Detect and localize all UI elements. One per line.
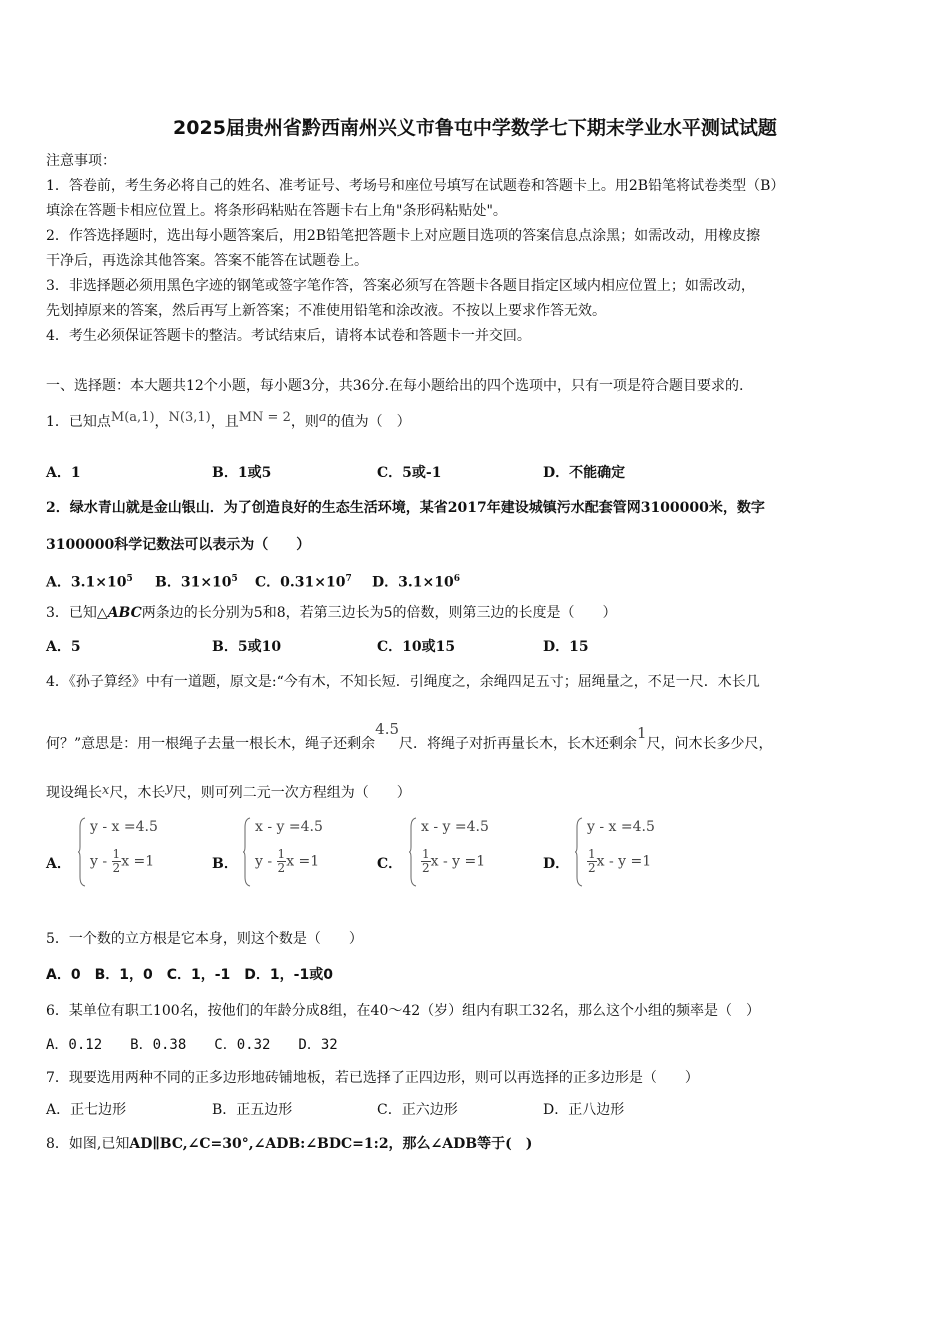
q4-option-a-system [78,817,188,887]
numerator: 1 [277,847,286,861]
q4-var-y: y [165,781,173,796]
q2-option-b-exp: 5 [231,574,238,584]
equation: y - x =4.5 [90,819,158,835]
brace-icon [78,817,86,887]
q4-text: 现设绳长 [46,785,102,801]
q4-option-a-label: A． [46,856,71,872]
q7-option-a: A．正七边形 [46,1102,127,1118]
q3-text: 两条边的长分别为5和8，若第三边长为5的倍数，则第三边的长度是（ ） [141,605,617,621]
q8-text: 8．如图,已知 [46,1136,130,1152]
q1-option-a: A．1 [46,465,81,481]
denominator: 2 [112,861,121,875]
q1-text: ， [154,414,169,430]
q7-option-b: B．正五边形 [212,1102,293,1118]
q4-option-b-label: B． [212,856,238,872]
numerator: 1 [588,847,596,861]
q2-option-c-base: C．0.31×10 [255,574,346,591]
q3-option-d: D．15 [543,639,589,655]
q4-option-d-system [575,817,685,887]
notice-line: 先划掉原来的答案，然后再写上新答案；不准使用铅笔和涂改液。不按以上要求作答无效。 [46,303,606,319]
equation [255,848,319,875]
q1-option-b: B．1或5 [212,465,272,481]
notice-heading: 注意事项： [46,153,116,169]
q2-option-d [372,569,460,593]
question-8 [46,1134,532,1154]
q2-option-d-exp: 6 [453,574,460,584]
q2-option-b-base: B．31×10 [155,574,232,591]
q4-text: 尺，则可列二元一次方程组为（ ） [172,785,411,801]
question-5: 5．一个数的立方根是它本身，则这个数是（ ） [46,931,363,947]
notice-line: 4．考生必须保证答题卡的整洁。考试结束后，请将本试卷和答题卡一并交回。 [46,328,531,344]
notice-line: 3．非选择题必须用黑色字迹的钢笔或签字笔作答，答案必须写在答题卡各题目指定区域内相应位置上；如需改动， [46,278,755,294]
question-2-line: 2．绿水青山就是金山银山．为了创造良好的生态生活环境，某省2017年建设城镇污水配套管网3100000米，数字 [46,500,765,516]
q7-option-d: D．正八边形 [543,1102,625,1118]
notice-line: 干净后，再选涂其他答案。答案不能答在试题卷上。 [46,253,368,269]
equation-part: y - [90,853,112,870]
brace-icon [575,817,583,887]
q6-options: A．0.12 B．0.38 C．0.32 D．32 [46,1037,338,1053]
question-6: 6．某单位有职工100名，按他们的年龄分成8组，在40～42（岁）组内有职工32名，那么这个小组的频率是（ ） [46,1003,760,1019]
q4-var-x: x [102,783,110,798]
q2-option-c-exp: 7 [345,574,352,584]
q2-option-b [155,569,238,593]
q1-text: ，则 [290,414,319,430]
q1-point-n: N(3,1) [168,410,211,425]
q4-value-1: 1 [637,724,647,742]
q4-text: 尺．将绳子对折再量长木，长木还剩余 [399,736,638,752]
q7-option-c: C．正六边形 [377,1102,458,1118]
q1-text: 的值为（ ） [326,414,411,430]
q1-option-d: D．不能确定 [543,465,626,481]
question-1 [46,412,411,433]
q1-text: ，且 [210,414,239,430]
q4-text: 尺，木长 [109,785,166,801]
brace-icon [409,817,417,887]
fraction [587,848,597,875]
equation-part: x - y =1 [596,853,652,870]
q3-option-a: A．5 [46,639,81,655]
equation-part: x =1 [286,853,320,870]
numerator: 1 [422,847,430,861]
equation [421,848,485,875]
question-4-line: 4．《孙子算经》中有一道题，原文是:“今有木，不知长短．引绳度之，余绳四足五寸；屈绳量之，不足一尺．木长几 [46,674,760,690]
question-4-line [46,783,411,804]
q4-option-c-system [409,817,519,887]
q2-option-a-exp: 5 [126,574,133,584]
notice-line: 1．答卷前，考生务必将自己的姓名、准考证号、考场号和座位号填写在试题卷和答题卡上。用2B铅笔将试卷类型（B） [46,178,785,194]
equation [90,848,154,875]
notice-line: 2．作答选择题时，选出每小题答案后，用2B铅笔把答题卡上对应题目选项的答案信息点涂黑；如需改动，用橡皮擦 [46,228,761,244]
q1-option-c: C．5或-1 [377,465,442,481]
q1-variable: a [318,410,327,425]
q1-distance: MN = 2 [238,410,291,425]
q4-text: 何？”意思是：用一根绳子去量一根长木，绳子还剩余 [46,736,376,752]
q4-option-c-label: C． [377,856,403,872]
denominator: 2 [277,861,286,875]
q8-condition: AD∥BC,∠C=30°,∠ADB:∠BDC=1:2，那么∠ADB等于( ) [129,1136,533,1152]
section-heading: 一、选择题：本大题共12个小题，每小题3分，共36分.在每小题给出的四个选项中，只有一项是符合题目要求的. [46,378,744,394]
fraction [277,848,287,875]
denominator: 2 [422,861,430,875]
page-title: 2025届贵州省黔西南州兴义市鲁屯中学数学七下期末学业水平测试试题 [173,117,777,139]
fraction [421,848,431,875]
equation: y - x =4.5 [587,819,655,835]
equation: x - y =4.5 [421,819,489,835]
numerator: 1 [112,847,121,861]
q3-triangle: ABC [107,605,142,621]
question-4-line [46,720,773,754]
q1-text: 1．已知点 [46,414,111,430]
q2-option-a [46,569,133,593]
question-7: 7．现要选用两种不同的正多边形地砖铺地板，若已选择了正四边形，则可以再选择的正多边形是（ ） [46,1070,699,1086]
q3-option-c: C．10或15 [377,639,456,655]
equation-part: x =1 [121,853,155,870]
fraction [112,848,122,875]
equation-part: y - [255,853,277,870]
q5-options: A．0 B．1，0 C．1，-1 D．1，-1或0 [46,967,333,983]
q2-option-a-base: A．3.1×10 [46,574,127,591]
q4-text: 尺，问木长多少尺， [646,736,773,752]
equation: x - y =4.5 [255,819,323,835]
q3-text: 3．已知△ [46,605,108,621]
notice-line: 填涂在答题卡相应位置上。将条形码粘贴在答题卡右上角"条形码粘贴处"。 [46,203,507,219]
equation-part: x - y =1 [430,853,486,870]
q4-value-4-5: 4.5 [375,720,400,738]
q3-option-b: B．5或10 [212,639,282,655]
q2-option-c [255,569,352,593]
q4-option-b-system [243,817,353,887]
q1-point-m: M(a,1) [110,410,155,425]
equation [587,848,651,875]
q4-option-d-label: D． [543,856,570,872]
denominator: 2 [588,861,596,875]
q2-option-d-base: D．3.1×10 [372,574,454,591]
question-3 [46,603,617,623]
brace-icon [243,817,251,887]
question-2-line: 3100000科学记数法可以表示为（ ） [46,537,311,553]
